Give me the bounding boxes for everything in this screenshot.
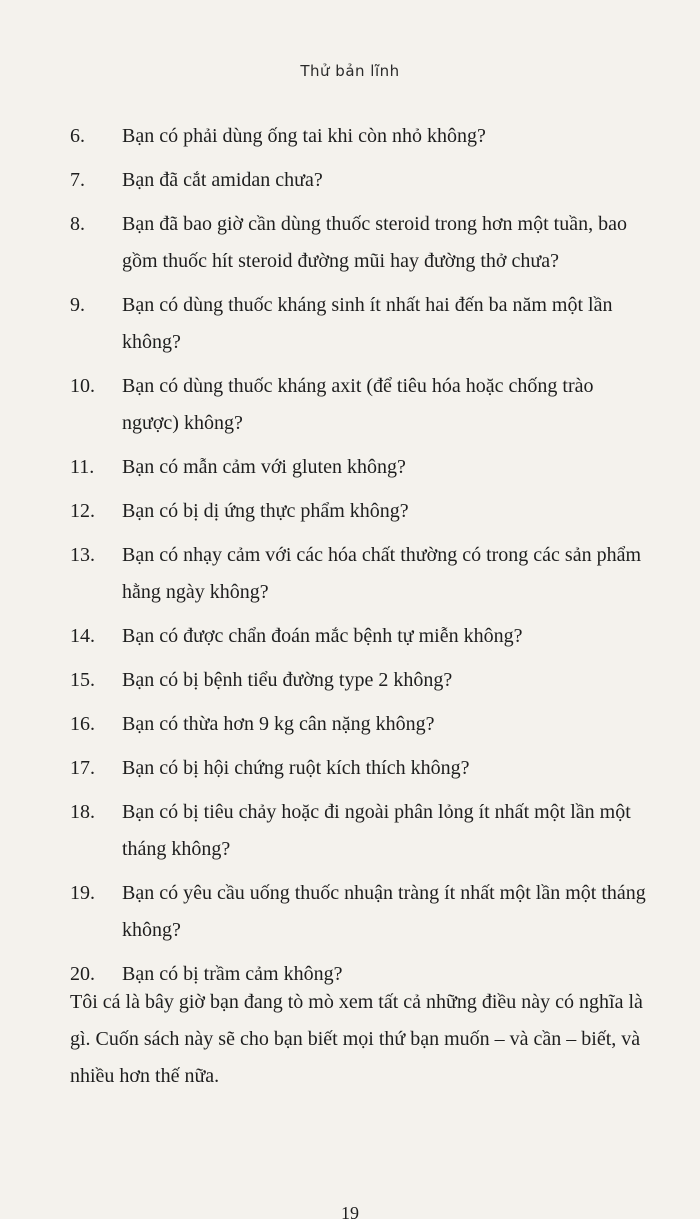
question-number: 16. [70, 713, 95, 735]
list-item [0, 449, 700, 486]
question-number: 13. [70, 544, 95, 566]
list-item [0, 706, 700, 743]
list-item [0, 662, 700, 699]
question-text: Bạn có yêu cầu uống thuốc nhuận tràng ít nhất một lần một tháng không? [122, 882, 646, 941]
question-text: Bạn có bị bệnh tiểu đường type 2 không? [122, 669, 453, 691]
question-number: 14. [70, 625, 95, 647]
question-text: Bạn có dùng thuốc kháng axit (để tiêu hóa hoặc chống trào ngược) không? [122, 375, 594, 434]
list-item [0, 493, 700, 530]
question-text: Bạn có dùng thuốc kháng sinh ít nhất hai đến ba năm một lần không? [122, 294, 613, 353]
question-text: Bạn đã bao giờ cần dùng thuốc steroid trong hơn một tuần, bao gồm thuốc hít steroid đường mũi hay đường thở chưa? [122, 213, 627, 272]
list-item [0, 118, 700, 155]
question-number: 12. [70, 500, 95, 522]
page-number: 19 [341, 1203, 359, 1219]
question-text: Bạn có bị hội chứng ruột kích thích không? [122, 757, 470, 779]
question-number: 17. [70, 757, 95, 779]
question-text: Bạn có phải dùng ống tai khi còn nhỏ không? [122, 125, 486, 147]
question-text: Bạn có bị dị ứng thực phẩm không? [122, 500, 409, 522]
question-text: Bạn có thừa hơn 9 kg cân nặng không? [122, 713, 435, 735]
list-item [0, 618, 700, 655]
list-item [0, 287, 700, 361]
question-number: 18. [70, 801, 95, 823]
question-number: 15. [70, 669, 95, 691]
list-item [0, 537, 700, 611]
question-number: 9. [70, 294, 85, 316]
list-item [0, 162, 700, 199]
question-text: Bạn có được chẩn đoán mắc bệnh tự miễn không? [122, 625, 523, 647]
question-number: 7. [70, 169, 85, 191]
list-item [0, 368, 700, 442]
running-header: Thử bản lĩnh [300, 62, 400, 80]
question-number: 6. [70, 125, 85, 147]
question-number: 10. [70, 375, 95, 397]
question-text: Bạn có bị tiêu chảy hoặc đi ngoài phân lỏng ít nhất một lần một tháng không? [122, 801, 631, 860]
question-text: Bạn có nhạy cảm với các hóa chất thường có trong các sản phẩm hằng ngày không? [122, 544, 642, 603]
question-number: 19. [70, 882, 95, 904]
question-number: 20. [70, 963, 95, 985]
list-item [0, 750, 700, 787]
question-text: Bạn đã cắt amidan chưa? [122, 169, 323, 191]
list-item [0, 206, 700, 280]
question-number: 8. [70, 213, 85, 235]
list-item [0, 875, 700, 949]
body-paragraph: Tôi cá là bây giờ bạn đang tò mò xem tất cả những điều này có nghĩa là gì. Cuốn sách này sẽ cho bạn biết mọi thứ bạn muốn – và cần – biết, và nhiều hơn thế nữa. [70, 991, 643, 1087]
question-number: 11. [70, 456, 95, 478]
question-list [0, 118, 700, 1000]
list-item [0, 794, 700, 868]
question-text: Bạn có mẫn cảm với gluten không? [122, 456, 406, 478]
question-text: Bạn có bị trầm cảm không? [122, 963, 343, 985]
